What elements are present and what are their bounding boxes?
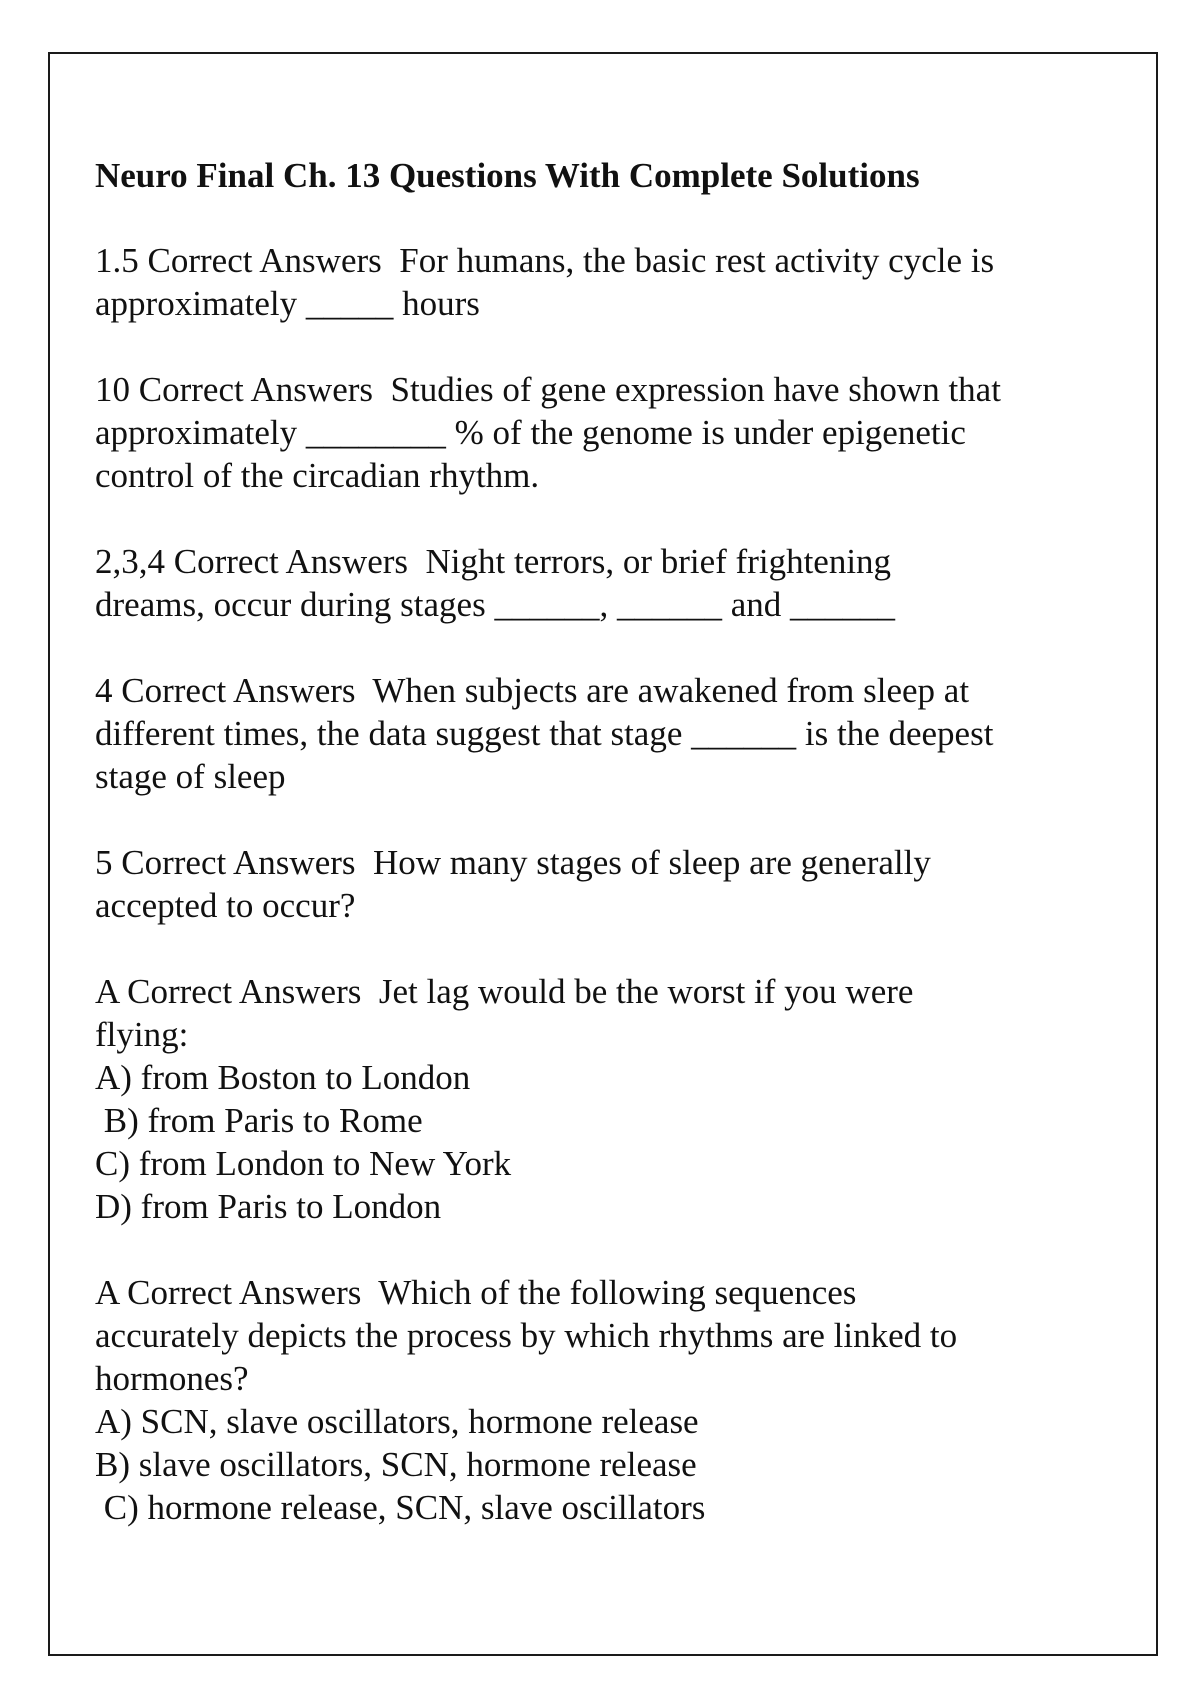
answer-option: C) hormone release, SCN, slave oscillators	[95, 1488, 706, 1527]
answer-option: C) from London to New York	[95, 1144, 512, 1183]
qa-line: A Correct Answers Jet lag would be the worst if you were	[95, 972, 914, 1011]
qa-line: 5 Correct Answers How many stages of sleep are generally	[95, 843, 931, 882]
qa-line: flying:	[95, 1015, 189, 1054]
qa-item-3	[95, 540, 1095, 626]
qa-line: 2,3,4 Correct Answers Night terrors, or brief frightening	[95, 542, 892, 581]
qa-item-2	[95, 368, 1095, 497]
qa-line: control of the circadian rhythm.	[95, 456, 540, 495]
qa-line: hormones?	[95, 1359, 249, 1398]
qa-item-1	[95, 239, 1095, 325]
answer-option: B) slave oscillators, SCN, hormone release	[95, 1445, 697, 1484]
qa-line: approximately _____ hours	[95, 284, 480, 323]
qa-line: accurately depicts the process by which rhythms are linked to	[95, 1316, 958, 1355]
answer-option: A) SCN, slave oscillators, hormone release	[95, 1402, 699, 1441]
qa-line: stage of sleep	[95, 757, 286, 796]
qa-item-7	[95, 1271, 1095, 1529]
qa-item-6	[95, 970, 1095, 1228]
qa-line: approximately ________ % of the genome is under epigenetic	[95, 413, 966, 452]
answer-option: B) from Paris to Rome	[95, 1101, 423, 1140]
qa-item-4	[95, 669, 1095, 798]
qa-line: different times, the data suggest that stage ______ is the deepest	[95, 714, 994, 753]
qa-line: accepted to occur?	[95, 886, 356, 925]
document-body	[95, 100, 1095, 1572]
qa-line: A Correct Answers Which of the following sequences	[95, 1273, 857, 1312]
document-title: Neuro Final Ch. 13 Questions With Complete Solutions	[95, 156, 920, 195]
qa-line: 4 Correct Answers When subjects are awakened from sleep at	[95, 671, 970, 710]
answer-option: A) from Boston to London	[95, 1058, 471, 1097]
answer-option: D) from Paris to London	[95, 1187, 442, 1226]
qa-line: 10 Correct Answers Studies of gene expression have shown that	[95, 370, 1001, 409]
qa-line: 1.5 Correct Answers For humans, the basic rest activity cycle is	[95, 241, 995, 280]
qa-line: dreams, occur during stages ______, ______ and ______	[95, 585, 895, 624]
qa-item-5	[95, 841, 1095, 927]
